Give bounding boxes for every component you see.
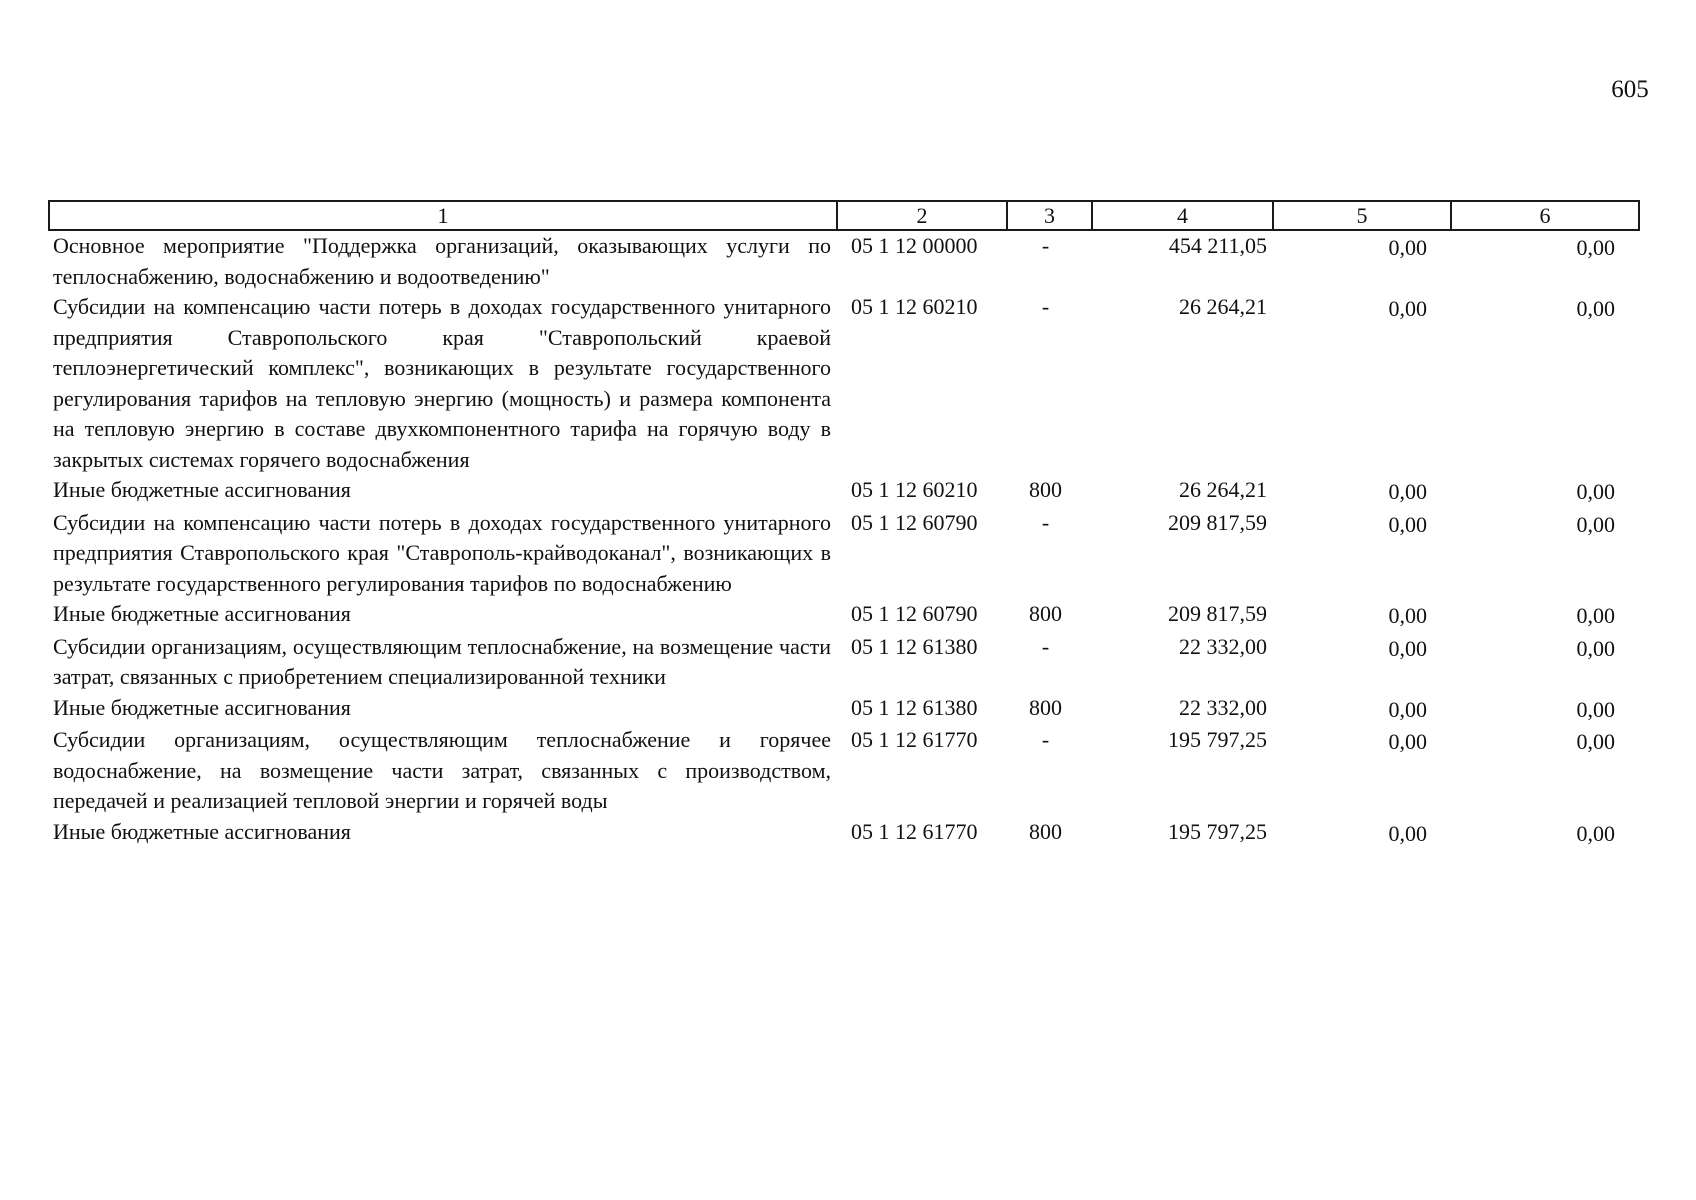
table-row [49, 632, 1639, 693]
row-sum: 22 332,00 [1179, 633, 1267, 659]
budget-table [48, 200, 1640, 849]
row-code: 05 1 12 61380 [851, 633, 978, 659]
column-header-6: 6 [1451, 201, 1639, 230]
row-code: 05 1 12 00000 [851, 233, 978, 258]
header-row [49, 201, 1639, 230]
row-col6: 0,00 [1576, 820, 1615, 846]
row-col5: 0,00 [1388, 635, 1427, 661]
row-type: - [1041, 233, 1050, 258]
row-sum: 454 211,05 [1168, 233, 1267, 258]
row-type: 800 [1029, 477, 1062, 502]
table-row [49, 508, 1639, 600]
column-header-3: 3 [1007, 201, 1092, 230]
row-sum: 22 332,00 [1179, 694, 1267, 720]
page-number: 605 [1611, 76, 1649, 103]
row-col5: 0,00 [1388, 696, 1427, 722]
row-code: 05 1 12 61380 [851, 694, 978, 720]
row-type: - [1041, 633, 1050, 659]
row-col5: 0,00 [1388, 511, 1427, 537]
row-col5: 0,00 [1388, 235, 1427, 260]
row-name: Субсидии на компенсацию части потерь в доходах государственного унитарного предприятия Ставропольского края "Ставрополь-крайводоканал", возникающих в результате государственного регулирования тарифов по водоснабжению [53, 509, 831, 596]
row-name: Иные бюджетные ассигнования [53, 694, 351, 720]
row-col6: 0,00 [1576, 511, 1615, 537]
row-sum: 26 264,21 [1179, 477, 1267, 502]
row-name: Иные бюджетные ассигнования [53, 477, 351, 502]
row-type: - [1041, 509, 1050, 535]
row-sum: 209 817,59 [1168, 601, 1267, 626]
row-col5: 0,00 [1388, 296, 1427, 321]
table-row [49, 725, 1639, 817]
table-row [49, 230, 1639, 292]
row-code: 05 1 12 60790 [851, 509, 978, 535]
row-code: 05 1 12 61770 [851, 727, 978, 752]
row-code: 05 1 12 60790 [851, 601, 978, 626]
row-sum: 195 797,25 [1168, 818, 1267, 844]
row-name: Субсидии организациям, осуществляющим теплоснабжение, на возмещение части затрат, связанных с приобретением специализированной техники [53, 633, 831, 689]
column-header-5: 5 [1273, 201, 1451, 230]
row-type: 800 [1029, 694, 1062, 720]
row-col6: 0,00 [1576, 696, 1615, 722]
row-type: 800 [1029, 601, 1062, 626]
row-sum: 26 264,21 [1179, 294, 1267, 319]
row-code: 05 1 12 60210 [851, 294, 978, 319]
row-name: Иные бюджетные ассигнования [53, 601, 351, 626]
row-sum: 195 797,25 [1168, 727, 1267, 752]
row-name: Основное мероприятие "Поддержка организаций, оказывающих услуги по теплоснабжению, водоснабжению и водоотведению" [53, 233, 831, 289]
row-col6: 0,00 [1576, 296, 1615, 321]
row-col6: 0,00 [1576, 729, 1615, 754]
row-name: Иные бюджетные ассигнования [53, 818, 351, 844]
row-col5: 0,00 [1388, 603, 1427, 628]
row-col6: 0,00 [1576, 635, 1615, 661]
row-type: - [1041, 294, 1050, 319]
row-col6: 0,00 [1576, 479, 1615, 504]
table-row [49, 475, 1639, 508]
row-code: 05 1 12 60210 [851, 477, 978, 502]
table-row [49, 599, 1639, 632]
row-col6: 0,00 [1576, 235, 1615, 260]
table-row [49, 292, 1639, 475]
row-sum: 209 817,59 [1168, 509, 1267, 535]
row-code: 05 1 12 61770 [851, 818, 978, 844]
row-col5: 0,00 [1388, 479, 1427, 504]
row-col5: 0,00 [1388, 729, 1427, 754]
row-col6: 0,00 [1576, 603, 1615, 628]
row-type: 800 [1029, 818, 1062, 844]
row-name: Субсидии на компенсацию части потерь в доходах государственного унитарного предприятия Ставропольского края "Ставропольский краевой теплоэнергетический комплекс", возникающих в результате государственного регулирования тарифов на тепловую энергию (мощность) и размера компонента на тепловую энергию в составе двухкомпонентного тарифа на горячую воду в закрытых системах горячего водоснабжения [53, 294, 831, 472]
table-row [49, 817, 1639, 850]
column-header-2: 2 [837, 201, 1007, 230]
row-name: Субсидии организациям, осуществляющим теплоснабжение и горячее водоснабжение, на возмещение части затрат, связанных с производством, передачей и реализацией тепловой энергии и горячей воды [53, 727, 831, 813]
table-row [49, 693, 1639, 726]
column-header-4: 4 [1092, 201, 1273, 230]
column-header-1: 1 [49, 201, 837, 230]
row-col5: 0,00 [1388, 820, 1427, 846]
row-type: - [1041, 727, 1050, 752]
